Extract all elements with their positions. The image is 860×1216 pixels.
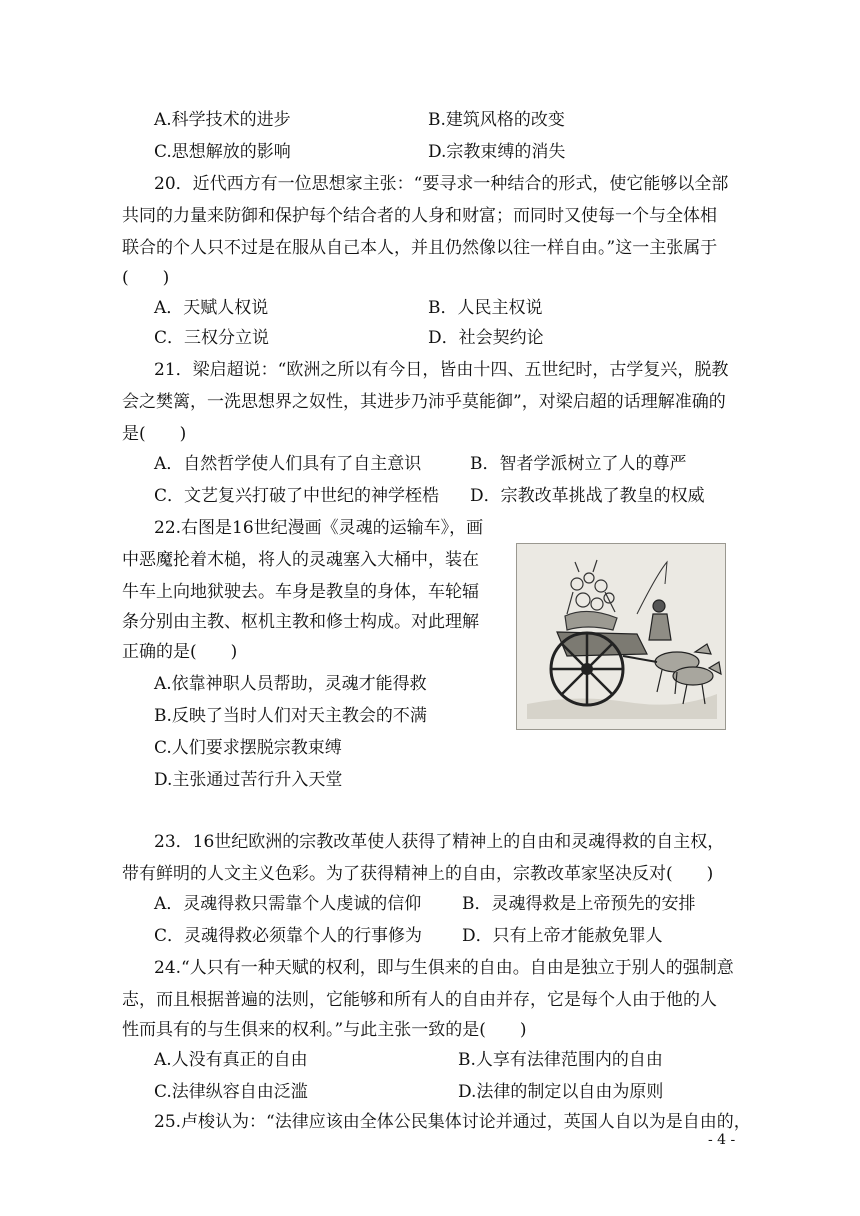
q23-option-b: B．灵魂得救是上帝预先的安排: [462, 894, 696, 914]
q21-stem-line: 21．梁启超说：“欧洲之所以有今日，皆由十四、五世纪时，古学复兴，脱教: [154, 360, 729, 380]
q21-stem-line: 会之樊篱，一洗思想界之奴性，其进步乃沛乎莫能御”，对梁启超的话理解准确的: [122, 392, 726, 412]
q21-option-a: A．自然哲学使人们具有了自主意识: [154, 454, 422, 474]
q20-stem-line: 共同的力量来防御和保护每个结合者的人身和财富；而同时又使每一个与全体相: [122, 206, 717, 226]
page-number: - 4 -: [708, 1132, 736, 1148]
q22-stem-line: 中恶魔抡着木槌，将人的灵魂塞入大桶中，装在: [122, 550, 479, 570]
q22-option-b: B.反映了当时人们对天主教会的不满: [154, 706, 427, 726]
q21-option-d: D．宗教改革挑战了教皇的权威: [470, 486, 705, 506]
q25-stem-line: 25.卢梭认为：“法律应该由全体公民集体讨论并通过，英国人自以为是自由的，: [154, 1112, 751, 1132]
driver-figure: [649, 600, 671, 640]
cart-wheel: [551, 633, 623, 705]
q19-option-b: B.建筑风格的改变: [428, 110, 565, 130]
q20-option-c: C．三权分立说: [154, 328, 270, 348]
q22-option-c: C.人们要求摆脱宗教束缚: [154, 738, 342, 758]
q22-option-d: D.主张通过苦行升入天堂: [154, 770, 343, 790]
q22-stem-line: 牛车上向地狱驶去。车身是教皇的身体，车轮辐: [122, 582, 479, 602]
q24-option-d: D.法律的制定以自由为原则: [458, 1082, 664, 1102]
q24-stem-line: 24.“人只有一种天赋的权利，即与生俱来的自由。自由是独立于别人的强制意: [154, 958, 734, 978]
q23-option-c: C．灵魂得救必须靠个人的行事修为: [154, 926, 423, 946]
q19-option-d: D.宗教束缚的消失: [428, 142, 566, 162]
q24-option-a: A.人没有真正的自由: [154, 1050, 308, 1070]
hitch-pole: [623, 656, 657, 662]
q22-option-a: A.依靠神职人员帮助，灵魂才能得救: [154, 674, 427, 694]
q22-stem-line: 条分别由主教、枢机主教和修士构成。对此理解: [122, 612, 479, 632]
q22-stem-line: 22.右图是16世纪漫画《灵魂的运输车》，画: [154, 518, 484, 538]
q20-stem-line: 20．近代西方有一位思想家主张：“要寻求一种结合的形式，使它能够以全部: [154, 174, 729, 194]
q21-option-c: C．文艺复兴打破了中世纪的神学桎梏: [154, 486, 440, 506]
q20-option-a: A．天赋人权说: [154, 298, 269, 318]
q20-stem-line: 联合的个人只不过是在服从自己本人，并且仍然像以往一样自由。”这一主张属于: [122, 238, 718, 258]
q24-option-b: B.人享有法律范围内的自由: [458, 1050, 663, 1070]
q19-option-c: C.思想解放的影响: [154, 142, 291, 162]
q21-stem-line: 是( ): [122, 424, 187, 444]
soul-cart-cartoon-image: [516, 543, 726, 730]
q20-option-b: B．人民主权说: [428, 298, 543, 318]
q21-option-b: B．智者学派树立了人的尊严: [470, 454, 687, 474]
pulling-animals: [655, 644, 721, 704]
ground-shading: [527, 694, 717, 719]
cartoon-illustration: [517, 544, 725, 729]
q23-option-a: A．灵魂得救只需靠个人虔诚的信仰: [154, 894, 422, 914]
q20-option-d: D．社会契约论: [428, 328, 544, 348]
q24-option-c: C.法律纵容自由泛滥: [154, 1082, 308, 1102]
q24-stem-line: 志，而且根据普遍的法则，它能够和所有人的自由并存，它是每个人由于他的人: [122, 990, 717, 1010]
q22-stem-line: 正确的是( ): [122, 642, 238, 662]
figures-cluster: [565, 560, 617, 630]
q19-option-a: A.科学技术的进步: [154, 110, 291, 130]
q23-option-d: D．只有上帝才能赦免罪人: [462, 926, 663, 946]
q20-stem-line: ( ): [122, 268, 170, 288]
q23-stem-line: 23．16世纪欧洲的宗教改革使人获得了精神上的自由和灵魂得救的自主权，: [154, 832, 725, 852]
q23-stem-line: 带有鲜明的人文主义色彩。为了获得精神上的自由，宗教改革家坚决反对( ): [122, 864, 714, 884]
q24-stem-line: 性而具有的与生俱来的权利。”与此主张一致的是( ): [122, 1020, 527, 1040]
